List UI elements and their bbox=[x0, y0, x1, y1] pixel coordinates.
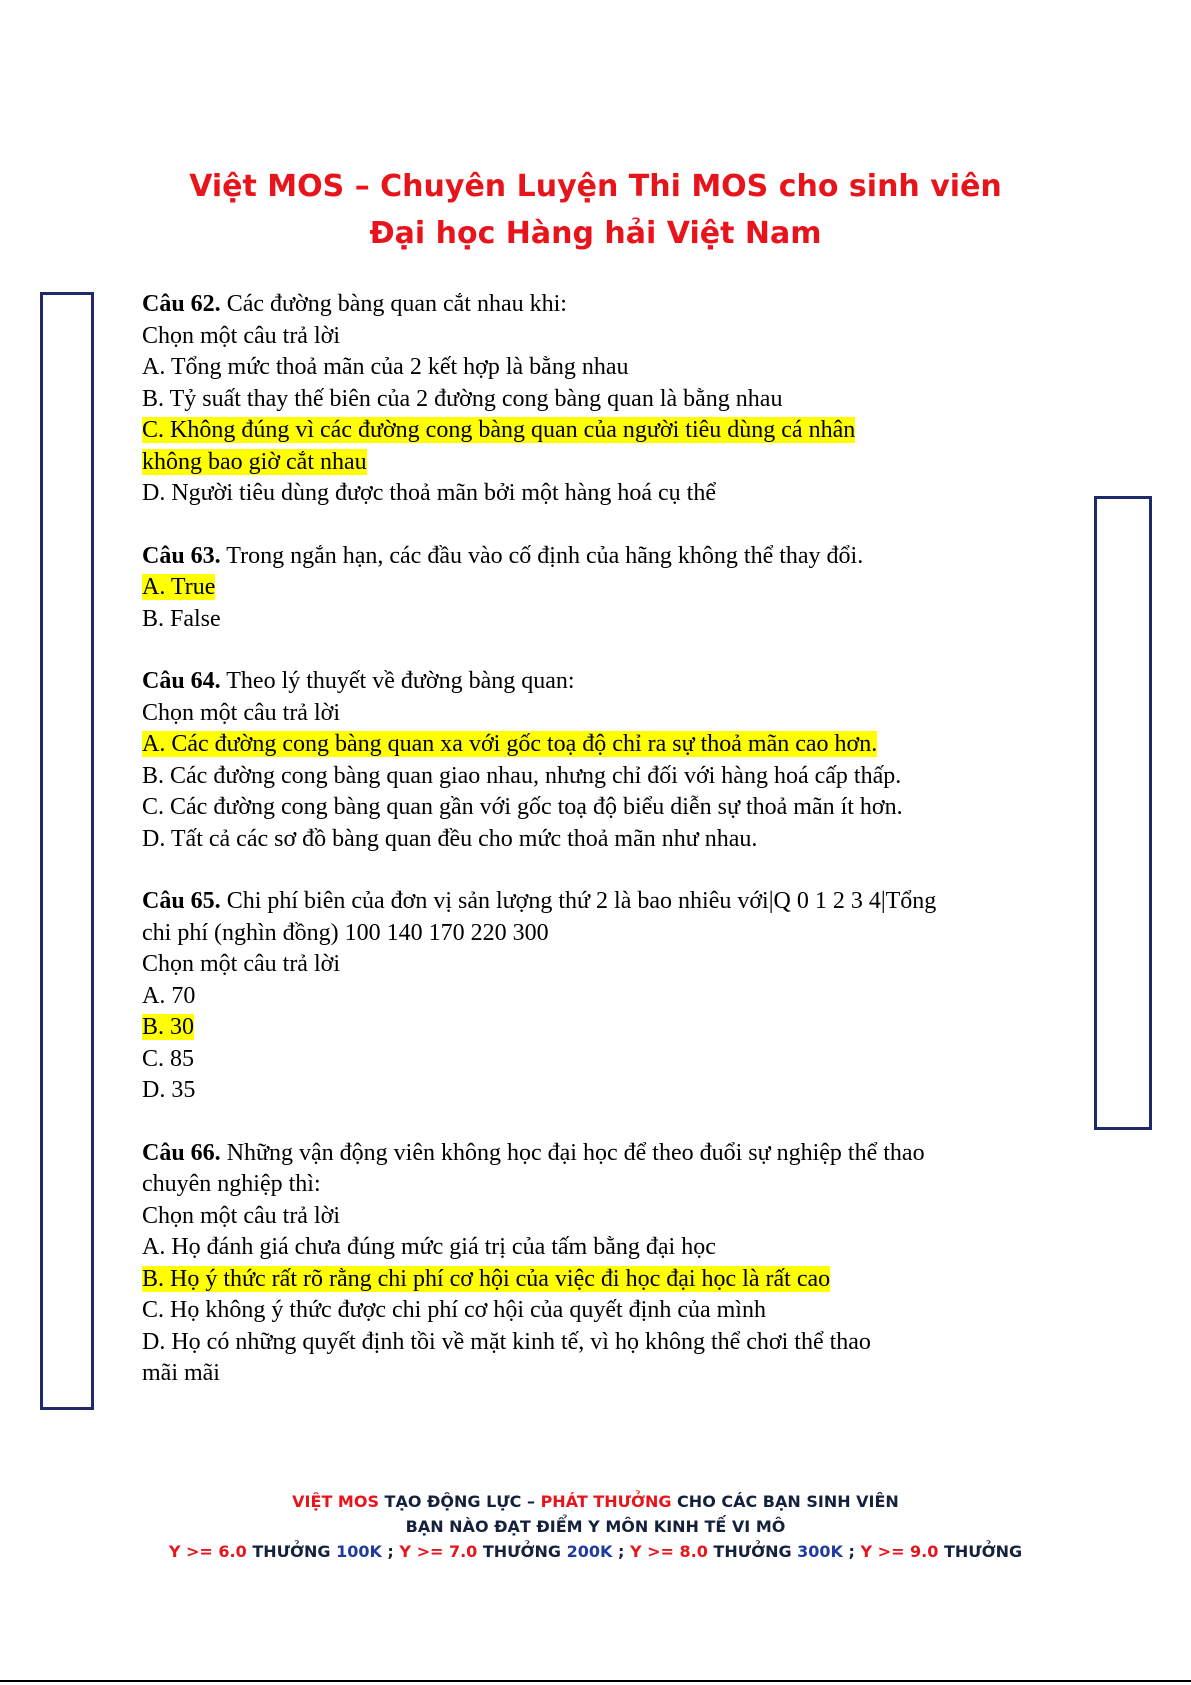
answer-text: Chọn một câu trả lời bbox=[142, 699, 340, 726]
answer-text: Chọn một câu trả lời bbox=[142, 1202, 340, 1229]
footer-segment: TẠO ĐỘNG LỰC – bbox=[378, 1492, 541, 1511]
answer-text: C. Các đường cong bàng quan gần với gốc toạ độ biểu diễn sự thoả mãn ít hơn. bbox=[142, 794, 903, 820]
footer-segment: 300K bbox=[797, 1542, 843, 1561]
footer-segment: Y >= 6.0 bbox=[168, 1542, 247, 1561]
footer-line-3 bbox=[0, 1539, 1191, 1564]
answer-text: A. Tổng mức thoả mãn của 2 kết hợp là bằng nhau bbox=[142, 354, 629, 380]
answer-line-correct bbox=[142, 572, 1062, 604]
answer-line bbox=[142, 1044, 1062, 1076]
answer-line-correct bbox=[142, 415, 1062, 447]
answer-text: Chọn một câu trả lời bbox=[142, 951, 340, 977]
footer-segment: CHO CÁC BẠN SINH VIÊN bbox=[671, 1492, 899, 1511]
footer-line-2 bbox=[0, 1514, 1191, 1539]
answer-text: D. Họ có những quyết định tồi về mặt kinh tế, vì họ không thể chơi thể thao bbox=[142, 1328, 871, 1355]
answer-text: B. 30 bbox=[142, 1014, 195, 1040]
answer-text: C. Không đúng vì các đường cong bàng quan của người tiêu dùng cá nhân bbox=[142, 417, 856, 443]
answer-line bbox=[142, 698, 1062, 730]
question-number: Câu 64. bbox=[142, 668, 221, 694]
answer-text: A. 70 bbox=[142, 982, 196, 1009]
header-subtitle: Đại học Hàng hải Việt Nam bbox=[369, 216, 822, 251]
footer-segment: ; bbox=[612, 1542, 630, 1561]
answer-line bbox=[142, 1327, 1062, 1359]
answer-text: D. Người tiêu dùng được thoả mãn bởi một hàng hoá cụ thể bbox=[142, 480, 716, 506]
question-block bbox=[142, 666, 1062, 855]
footer-segment: Y >= 9.0 bbox=[860, 1542, 939, 1561]
answer-text: không bao giờ cắt nhau bbox=[142, 448, 367, 475]
answer-text: A. True bbox=[142, 574, 216, 600]
answer-text: C. 85 bbox=[142, 1045, 195, 1072]
answer-text: B. Các đường cong bàng quan giao nhau, nhưng chỉ đối với hàng hoá cấp thấp. bbox=[142, 762, 902, 789]
answer-text: B. Họ ý thức rất rõ rằng chi phí cơ hội của việc đi học đại học là rất cao bbox=[142, 1265, 831, 1292]
answer-text: Chọn một câu trả lời bbox=[142, 322, 340, 349]
answer-line bbox=[142, 1075, 1062, 1107]
answer-line bbox=[142, 604, 1062, 636]
question-text: Những vận động viên không học đại học để theo đuổi sự nghiệp thể thao bbox=[220, 1139, 925, 1166]
question-prompt bbox=[142, 541, 1062, 573]
answer-line bbox=[142, 949, 1062, 981]
answer-text: A. Họ đánh giá chưa đúng mức giá trị của tấm bằng đại học bbox=[142, 1234, 716, 1260]
footer-segment: VIỆT MOS bbox=[292, 1492, 379, 1511]
right-border-frame bbox=[1094, 496, 1152, 1130]
promo-footer bbox=[0, 1489, 1191, 1564]
answer-line bbox=[142, 918, 1062, 950]
question-text: Theo lý thuyết về đường bàng quan: bbox=[220, 668, 575, 694]
bottom-divider bbox=[0, 1680, 1191, 1682]
answer-line bbox=[142, 824, 1062, 856]
answer-line-correct bbox=[142, 1264, 1062, 1296]
footer-segment: PHÁT THƯỞNG bbox=[540, 1492, 672, 1511]
question-prompt bbox=[142, 886, 1062, 918]
answer-text: C. Họ không ý thức được chi phí cơ hội của quyết định của mình bbox=[142, 1297, 766, 1323]
question-prompt bbox=[142, 666, 1062, 698]
answer-line bbox=[142, 1201, 1062, 1233]
footer-segment: BẠN NÀO ĐẠT ĐIỂM Y MÔN KINH TẾ VI MÔ bbox=[405, 1517, 786, 1536]
footer-segment: Y >= 7.0 bbox=[399, 1542, 478, 1561]
footer-segment: Y >= 8.0 bbox=[629, 1542, 708, 1561]
left-border-frame bbox=[40, 292, 94, 1410]
question-text: Trong ngắn hạn, các đầu vào cố định của hãng không thể thay đổi. bbox=[220, 542, 864, 569]
answer-text: D. 35 bbox=[142, 1077, 196, 1103]
answer-line bbox=[142, 321, 1062, 353]
answer-line bbox=[142, 761, 1062, 793]
question-number: Câu 62. bbox=[142, 291, 221, 317]
question-number: Câu 63. bbox=[142, 542, 221, 569]
answer-line bbox=[142, 384, 1062, 416]
question-block bbox=[142, 541, 1062, 636]
answer-text: A. Các đường cong bàng quan xa với gốc toạ độ chỉ ra sự thoả mãn cao hơn. bbox=[142, 731, 878, 757]
question-block bbox=[142, 886, 1062, 1107]
answer-text: chi phí (nghìn đồng) 100 140 170 220 300 bbox=[142, 919, 549, 946]
answer-line-correct bbox=[142, 447, 1062, 479]
footer-segment: THƯỞNG bbox=[246, 1542, 337, 1561]
answer-text: B. False bbox=[142, 605, 221, 632]
footer-segment: ; bbox=[842, 1542, 861, 1561]
answer-line bbox=[142, 478, 1062, 510]
question-number: Câu 65. bbox=[142, 888, 221, 914]
question-number: Câu 66. bbox=[142, 1139, 221, 1166]
question-list bbox=[142, 289, 1062, 1421]
question-block bbox=[142, 289, 1062, 510]
answer-line bbox=[142, 1232, 1062, 1264]
footer-segment: 100K bbox=[336, 1542, 382, 1561]
answer-text: chuyên nghiệp thì: bbox=[142, 1171, 321, 1197]
answer-text: B. Tỷ suất thay thế biên của 2 đường cong bàng quan là bằng nhau bbox=[142, 385, 783, 412]
question-prompt bbox=[142, 1138, 1062, 1170]
answer-text: D. Tất cả các sơ đồ bàng quan đều cho mức thoả mãn như nhau. bbox=[142, 825, 758, 852]
question-text: Chi phí biên của đơn vị sản lượng thứ 2 là bao nhiêu với|Q 0 1 2 3 4|Tổng bbox=[220, 888, 937, 914]
question-block bbox=[142, 1138, 1062, 1390]
answer-line bbox=[142, 792, 1062, 824]
question-text: Các đường bàng quan cắt nhau khi: bbox=[220, 291, 567, 317]
footer-segment: ; bbox=[381, 1542, 400, 1561]
answer-line-correct bbox=[142, 729, 1062, 761]
answer-text: mãi mãi bbox=[142, 1360, 220, 1386]
header-title: Việt MOS – Chuyên Luyện Thi MOS cho sinh viên bbox=[189, 169, 1002, 204]
footer-line-1 bbox=[0, 1489, 1191, 1514]
footer-segment: THƯỞNG bbox=[477, 1542, 567, 1561]
question-prompt bbox=[142, 289, 1062, 321]
answer-line bbox=[142, 1169, 1062, 1201]
answer-line bbox=[142, 352, 1062, 384]
answer-line bbox=[142, 1358, 1062, 1390]
footer-segment: THƯỞNG bbox=[938, 1542, 1023, 1561]
answer-line-correct bbox=[142, 1012, 1062, 1044]
footer-segment: 200K bbox=[566, 1542, 613, 1561]
footer-segment: THƯỞNG bbox=[707, 1542, 798, 1561]
page-header bbox=[0, 163, 1191, 257]
answer-line bbox=[142, 981, 1062, 1013]
answer-line bbox=[142, 1295, 1062, 1327]
